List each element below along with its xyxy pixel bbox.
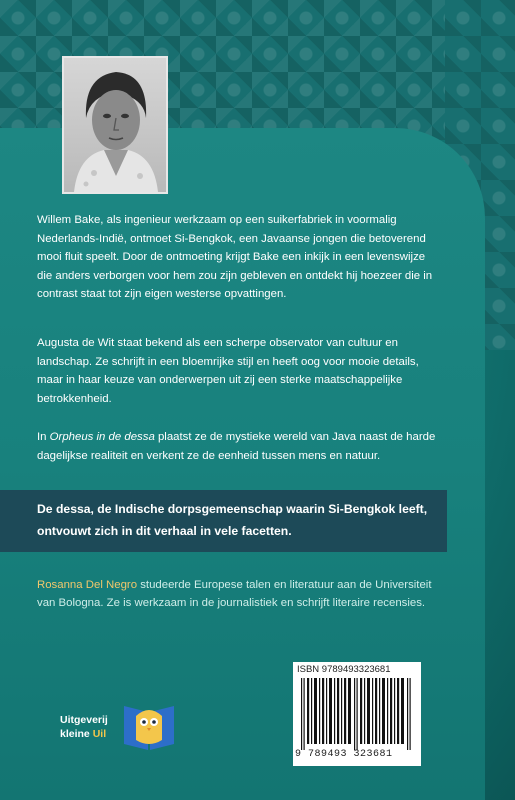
paragraph-3-prefix: In: [37, 431, 50, 443]
description-paragraph-1: Willem Bake, als ingenieur werkzaam op een suikerfabriek in voormalig Nederlands-Indië, ontmoet Si-Bengkok, een Javaanse jongen die betoverend mooi fluit speelt. Door de ontmoeting krijgt Bake een inkijk in een levenswijze die anders verborgen voor hem zou zijn gebleven en ontdekt hij hoezeer die in contrast staat tot zijn eigen westerse opvattingen.: [37, 214, 433, 300]
isbn-barcode: [293, 662, 421, 766]
publisher-line-2: [60, 728, 106, 740]
translator-bio: [37, 576, 442, 612]
book-title-italic: Orpheus in de dessa: [49, 431, 155, 443]
isbn-digits: 9 789493 323681: [295, 749, 393, 760]
publisher-line-1: Uitgeverij: [60, 714, 108, 726]
translator-bio-text: studeerde Europese talen en literatuur aan de Universiteit van Bologna. Ze is werkzaam in de journalistiek en schrijft literaire recensies.: [37, 579, 432, 609]
publisher-logo: [60, 700, 180, 752]
publisher-kleine: kleine: [60, 728, 93, 740]
paragraph-3-rest: plaatst ze de mystieke wereld van Java naast de harde dagelijkse realiteit en verkent ze de eenheid tussen mens en natuur.: [37, 431, 436, 462]
isbn-label: ISBN 9789493323681: [297, 664, 391, 675]
description-paragraph-2: Augusta de Wit staat bekend als een scherpe observator van cultuur en landschap. Ze schrijft in een bloemrijke stijl en heeft oog voor mooie details, maar in haar keuze van onderwerpen uit zij een sterke maatschappelijke betrokkenheid.: [37, 337, 419, 405]
owl-book-icon: [120, 700, 178, 752]
translator-name: Rosanna Del Negro: [37, 579, 138, 591]
highlight-text: De dessa, de Indische dorpsgemeenschap waarin Si-Bengkok leeft, ontvouwt zich in dit verhaal in vele facetten.: [37, 502, 428, 538]
author-portrait: [62, 56, 168, 194]
publisher-uil: Uil: [92, 728, 107, 740]
description-paragraph-3: [37, 428, 442, 465]
barcode-bars: [299, 678, 415, 750]
